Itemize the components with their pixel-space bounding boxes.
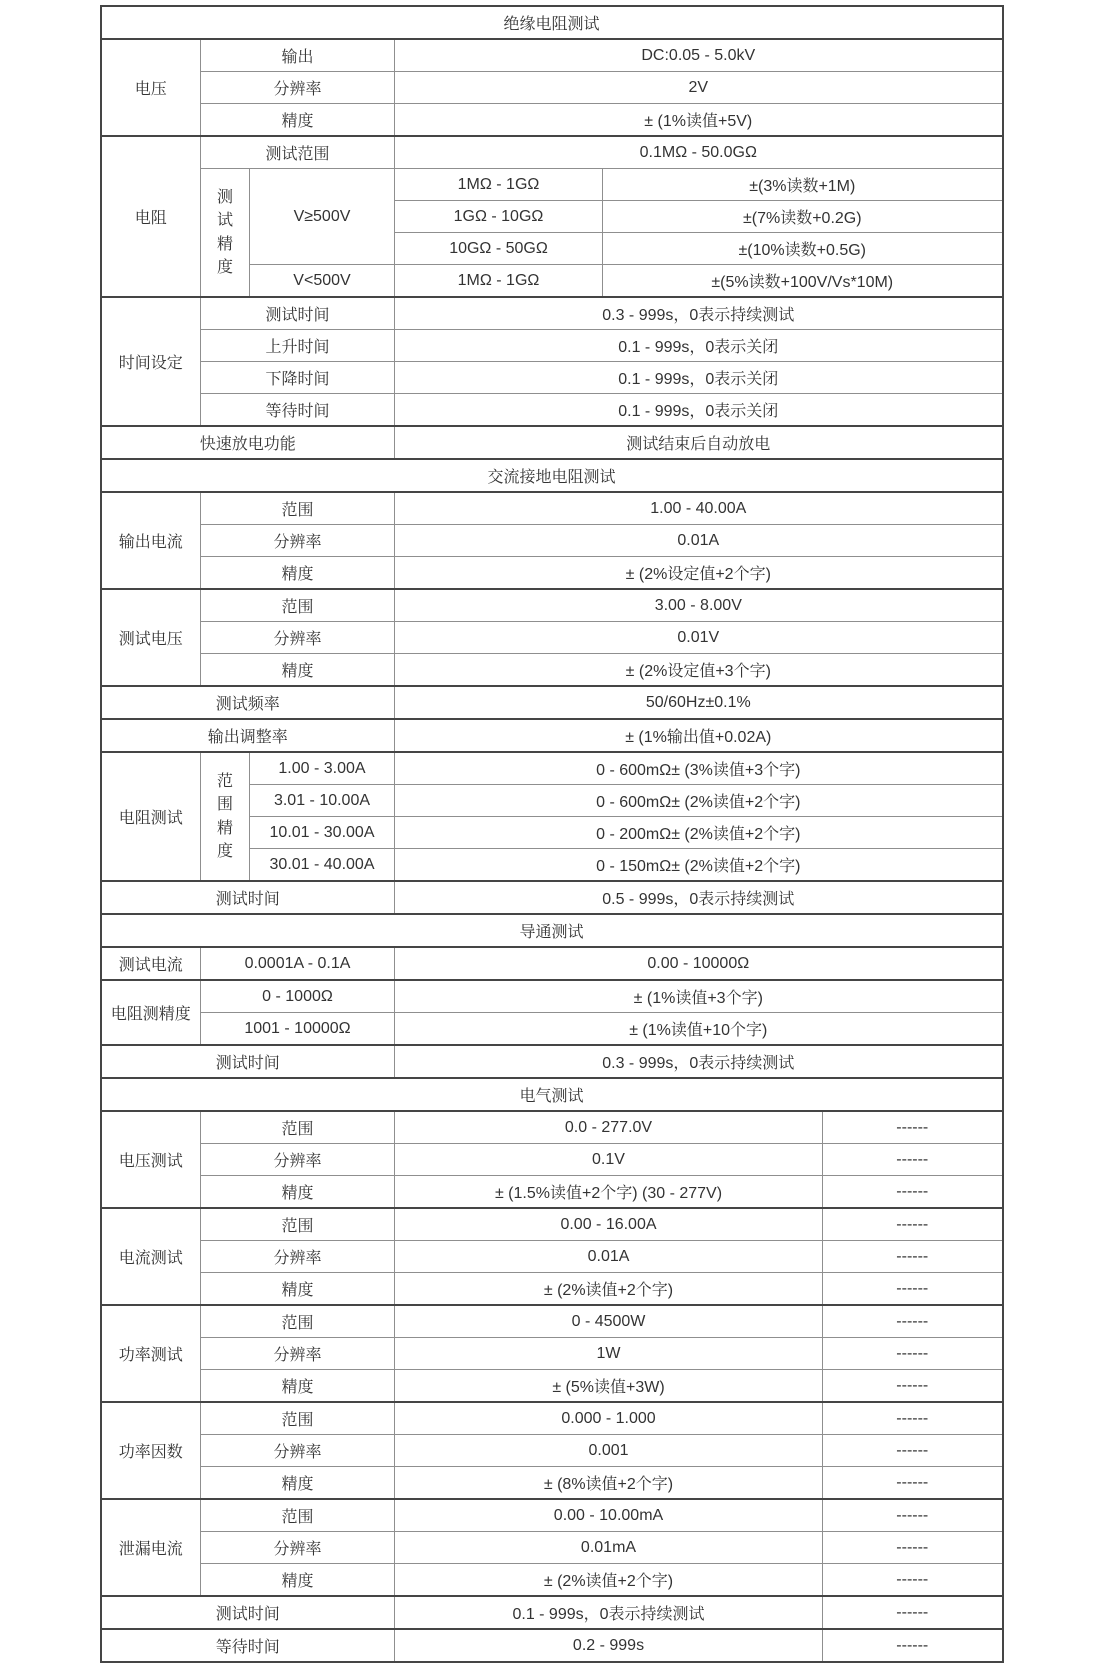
param-value: ± (2%读值+2个字) (395, 1564, 823, 1597)
param-label: 范围 (201, 1499, 395, 1532)
param-label: 输出调整率 (101, 719, 395, 752)
param-value: 0.00 - 10000Ω (395, 947, 1003, 980)
param-value: 0.1 - 999s，0表示关闭 (395, 330, 1003, 362)
accuracy-value: 0 - 150mΩ± (2%读值+2个字) (395, 849, 1003, 882)
param-value: 0.3 - 999s，0表示持续测试 (395, 1045, 1003, 1078)
param-label: 精度 (201, 1273, 395, 1306)
group-label: 电压测试 (101, 1111, 201, 1208)
param-value: ± (2%读值+2个字) (395, 1273, 823, 1306)
param-label: 分辨率 (201, 1241, 395, 1273)
param-label: 范围 (201, 589, 395, 622)
group-label: 电阻 (101, 136, 201, 297)
dash-cell: ------ (823, 1241, 1003, 1273)
dash-cell: ------ (823, 1564, 1003, 1597)
param-value: 3.00 - 8.00V (395, 589, 1003, 622)
param-value: ± (2%设定值+3个字) (395, 654, 1003, 687)
vertical-label (201, 752, 250, 881)
param-value: 0.000 - 1.000 (395, 1402, 823, 1435)
dash-cell: ------ (823, 1435, 1003, 1467)
param-label: 测试时间 (201, 297, 395, 330)
dash-cell: ------ (823, 1111, 1003, 1144)
dash-cell: ------ (823, 1370, 1003, 1403)
range-label: 3.01 - 10.00A (250, 785, 395, 817)
param-label: 下降时间 (201, 362, 395, 394)
param-value: 0.5 - 999s，0表示持续测试 (395, 881, 1003, 914)
accuracy-value: ± (1%读值+3个字) (395, 980, 1003, 1013)
param-label: 分辨率 (201, 525, 395, 557)
range-label: 1.00 - 3.00A (250, 752, 395, 785)
accuracy-value: 0 - 600mΩ± (3%读值+3个字) (395, 752, 1003, 785)
param-label: 快速放电功能 (101, 426, 395, 459)
param-value: 0.1V (395, 1144, 823, 1176)
param-value: 50/60Hz±0.1% (395, 686, 1003, 719)
range-label: 10GΩ - 50GΩ (395, 233, 603, 265)
param-label: 分辨率 (201, 622, 395, 654)
spec-table-container (100, 0, 1002, 1663)
param-label: 测试频率 (101, 686, 395, 719)
param-label: 范围 (201, 1208, 395, 1241)
accuracy-value: 0 - 200mΩ± (2%读值+2个字) (395, 817, 1003, 849)
section-title: 交流接地电阻测试 (101, 459, 1003, 492)
param-label: 分辨率 (201, 1144, 395, 1176)
param-value: 0.01V (395, 622, 1003, 654)
dash-cell: ------ (823, 1402, 1003, 1435)
param-label: 精度 (201, 104, 395, 137)
dash-cell: ------ (823, 1208, 1003, 1241)
group-label: 测试电压 (101, 589, 201, 686)
param-label: 分辨率 (201, 72, 395, 104)
group-label: 时间设定 (101, 297, 201, 426)
group-label: 测试电流 (101, 947, 201, 980)
vertical-label-text: 范围精度 (216, 773, 233, 860)
param-value: 测试结束后自动放电 (395, 426, 1003, 459)
param-label: 测试时间 (101, 1045, 395, 1078)
group-label: 电压 (101, 39, 201, 136)
group-label: 电阻测试 (101, 752, 201, 881)
param-value: ± (2%设定值+2个字) (395, 557, 1003, 590)
dash-cell: ------ (823, 1596, 1003, 1629)
param-label: 精度 (201, 1564, 395, 1597)
param-value: 0.3 - 999s，0表示持续测试 (395, 297, 1003, 330)
dash-cell: ------ (823, 1176, 1003, 1209)
param-label: 分辨率 (201, 1435, 395, 1467)
param-value: DC:0.05 - 5.0kV (395, 39, 1003, 72)
param-value: 0.001 (395, 1435, 823, 1467)
param-label: 分辨率 (201, 1338, 395, 1370)
group-label: 功率测试 (101, 1305, 201, 1402)
param-label: 范围 (201, 492, 395, 525)
param-label: 范围 (201, 1111, 395, 1144)
dash-cell: ------ (823, 1532, 1003, 1564)
param-value: ± (1%读值+5V) (395, 104, 1003, 137)
group-label: 输出电流 (101, 492, 201, 589)
param-value: 0 - 4500W (395, 1305, 823, 1338)
range-label: 0.0001A - 0.1A (201, 947, 395, 980)
param-label: 精度 (201, 1467, 395, 1500)
param-label: 精度 (201, 1176, 395, 1209)
accuracy-value: ±(3%读数+1M) (603, 169, 1003, 201)
range-label: 1MΩ - 1GΩ (395, 169, 603, 201)
range-label: 1GΩ - 10GΩ (395, 201, 603, 233)
param-label: 上升时间 (201, 330, 395, 362)
section-title: 导通测试 (101, 914, 1003, 947)
section-title: 绝缘电阻测试 (101, 6, 1003, 39)
param-value: 0.0 - 277.0V (395, 1111, 823, 1144)
condition-label: V≥500V (250, 169, 395, 265)
param-label: 输出 (201, 39, 395, 72)
param-value: 0.01A (395, 525, 1003, 557)
range-label: 0 - 1000Ω (201, 980, 395, 1013)
param-value: 0.1 - 999s，0表示关闭 (395, 394, 1003, 427)
range-label: 1001 - 10000Ω (201, 1013, 395, 1046)
param-label: 测试时间 (101, 1596, 395, 1629)
accuracy-value: ±(5%读数+100V/Vs*10M) (603, 265, 1003, 298)
group-label: 电流测试 (101, 1208, 201, 1305)
param-value: ± (1%输出值+0.02A) (395, 719, 1003, 752)
param-value: 2V (395, 72, 1003, 104)
param-value: 0.1 - 999s，0表示关闭 (395, 362, 1003, 394)
accuracy-value: ± (1%读值+10个字) (395, 1013, 1003, 1046)
dash-cell: ------ (823, 1629, 1003, 1662)
param-value: 0.01A (395, 1241, 823, 1273)
param-label: 精度 (201, 1370, 395, 1403)
group-label: 泄漏电流 (101, 1499, 201, 1596)
range-label: 10.01 - 30.00A (250, 817, 395, 849)
dash-cell: ------ (823, 1499, 1003, 1532)
dash-cell: ------ (823, 1338, 1003, 1370)
param-value: ± (8%读值+2个字) (395, 1467, 823, 1500)
dash-cell: ------ (823, 1144, 1003, 1176)
param-value: ± (5%读值+3W) (395, 1370, 823, 1403)
param-value: 0.1MΩ - 50.0GΩ (395, 136, 1003, 169)
param-label: 测试时间 (101, 881, 395, 914)
param-label: 等待时间 (101, 1629, 395, 1662)
vertical-label-text: 测试精度 (216, 189, 233, 276)
param-value: 0.01mA (395, 1532, 823, 1564)
param-value: 0.2 - 999s (395, 1629, 823, 1662)
vertical-label (201, 169, 250, 298)
dash-cell: ------ (823, 1305, 1003, 1338)
param-label: 精度 (201, 654, 395, 687)
param-value: 1.00 - 40.00A (395, 492, 1003, 525)
section-title: 电气测试 (101, 1078, 1003, 1111)
param-value: ± (1.5%读值+2个字) (30 - 277V) (395, 1176, 823, 1209)
param-value: 0.1 - 999s，0表示持续测试 (395, 1596, 823, 1629)
condition-label: V<500V (250, 265, 395, 298)
param-label: 范围 (201, 1402, 395, 1435)
spec-table (100, 5, 1004, 1663)
dash-cell: ------ (823, 1273, 1003, 1306)
accuracy-value: ±(10%读数+0.5G) (603, 233, 1003, 265)
range-label: 1MΩ - 1GΩ (395, 265, 603, 298)
group-label: 功率因数 (101, 1402, 201, 1499)
param-value: 0.00 - 16.00A (395, 1208, 823, 1241)
group-label: 电阻测精度 (101, 980, 201, 1045)
param-label: 等待时间 (201, 394, 395, 427)
param-value: 0.00 - 10.00mA (395, 1499, 823, 1532)
param-label: 精度 (201, 557, 395, 590)
param-label: 测试范围 (201, 136, 395, 169)
param-label: 分辨率 (201, 1532, 395, 1564)
param-label: 范围 (201, 1305, 395, 1338)
param-value: 1W (395, 1338, 823, 1370)
dash-cell: ------ (823, 1467, 1003, 1500)
range-label: 30.01 - 40.00A (250, 849, 395, 882)
accuracy-value: 0 - 600mΩ± (2%读值+2个字) (395, 785, 1003, 817)
accuracy-value: ±(7%读数+0.2G) (603, 201, 1003, 233)
